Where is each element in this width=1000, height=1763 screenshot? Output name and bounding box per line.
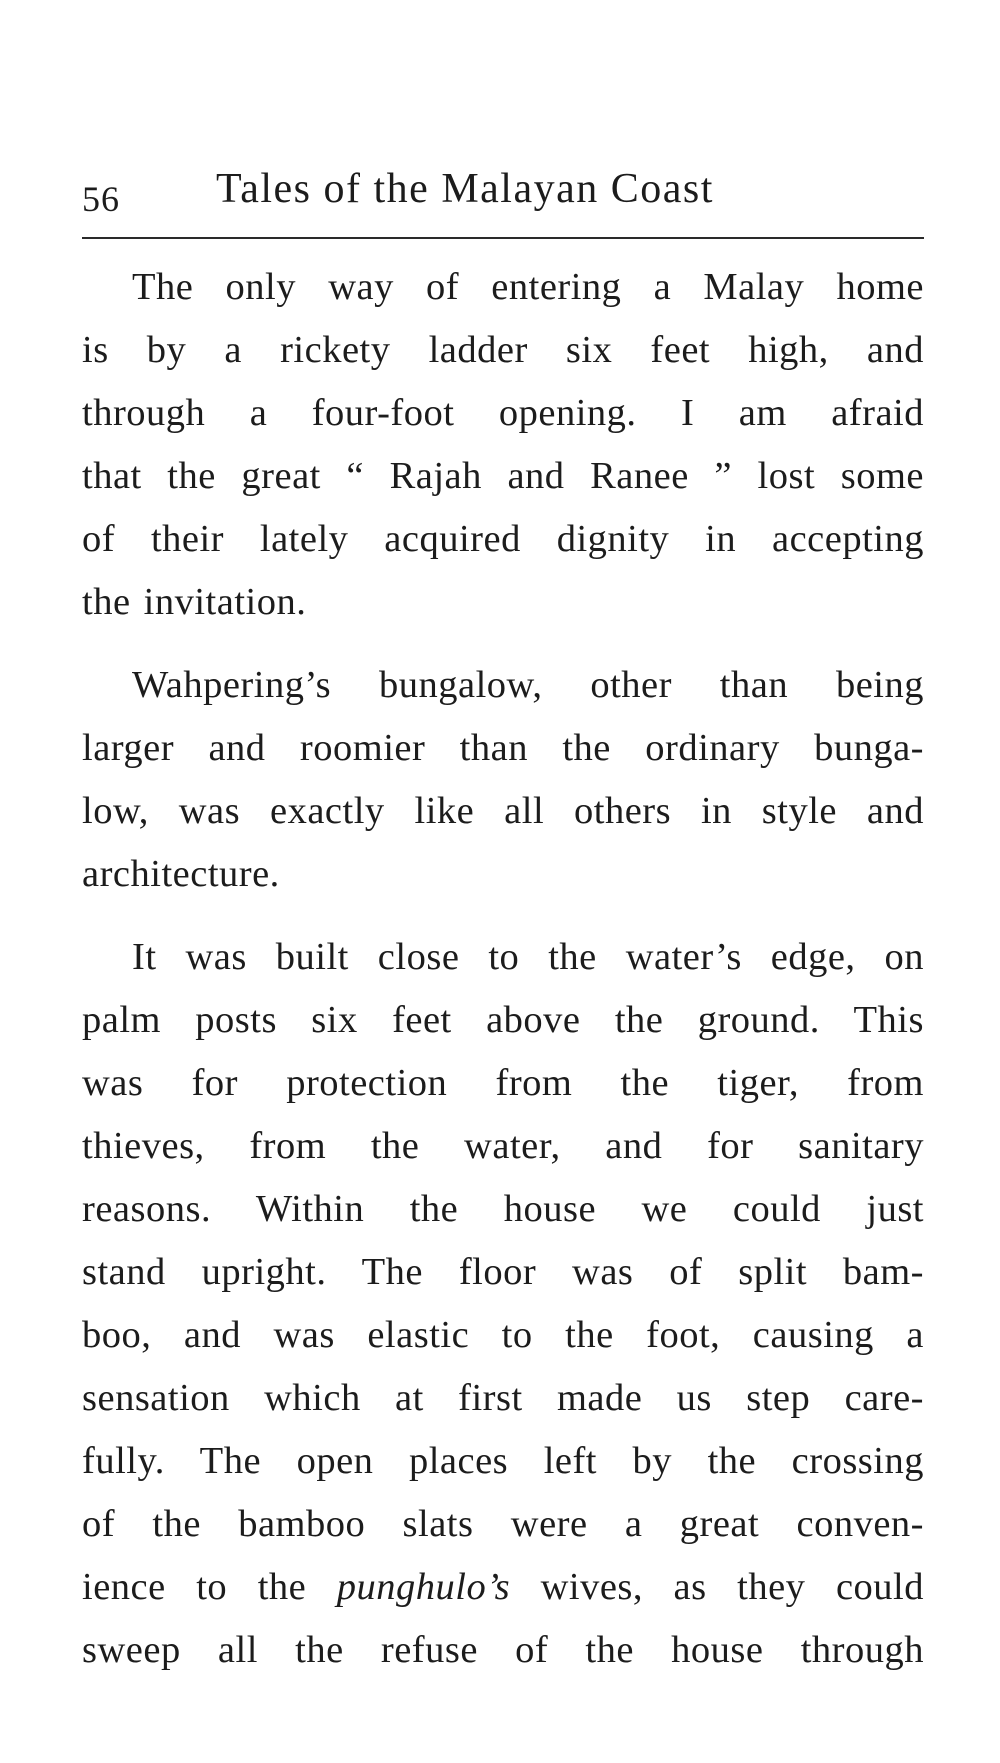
text-line: The only way of entering a Malay home [132, 266, 924, 308]
paragraph-3 [82, 926, 924, 1682]
text-line: palm posts six feet above the ground. This [82, 999, 924, 1041]
text-line-with-italic [82, 1556, 924, 1619]
book-page [82, 0, 924, 1763]
text-line: is by a rickety ladder six feet high, and [82, 329, 924, 371]
text-line: fully. The open places left by the crossing [82, 1440, 924, 1482]
text-line: stand upright. The floor was of split bam- [82, 1251, 924, 1293]
body-text [82, 256, 924, 1702]
text-line: architecture. [82, 853, 280, 895]
text-line: of their lately acquired dignity in accepting [82, 518, 924, 560]
page-number: 56 [82, 179, 120, 219]
text-line: sweep all the refuse of the house through [82, 1629, 924, 1671]
running-head [82, 160, 924, 230]
text-line: was for protection from the tiger, from [82, 1062, 924, 1104]
text-line: the invitation. [82, 581, 307, 623]
text-line: through a four-foot opening. I am afraid [82, 392, 924, 434]
text-line: Wahpering’s bungalow, other than being [132, 664, 924, 706]
text-segment: ience to the [82, 1566, 337, 1608]
running-title: Tales of the Malayan Coast [216, 166, 714, 212]
text-segment: wives, as they could [510, 1566, 924, 1608]
paragraph-2 [82, 654, 924, 906]
text-line: thieves, from the water, and for sanitary [82, 1125, 924, 1167]
text-line: sensation which at first made us step care- [82, 1377, 924, 1419]
paragraph-1 [82, 256, 924, 634]
header-rule [82, 237, 924, 239]
text-line: that the great “ Rajah and Ranee ” lost some [82, 455, 924, 497]
text-line: reasons. Within the house we could just [82, 1188, 924, 1230]
italic-word: punghulo’s [336, 1566, 511, 1608]
text-line: boo, and was elastic to the foot, causing a [82, 1314, 924, 1356]
text-line: of the bamboo slats were a great conven- [82, 1503, 924, 1545]
text-line: larger and roomier than the ordinary bunga- [82, 727, 924, 769]
text-line: It was built close to the water’s edge, on [132, 936, 924, 978]
text-line: low, was exactly like all others in style and [82, 790, 924, 832]
